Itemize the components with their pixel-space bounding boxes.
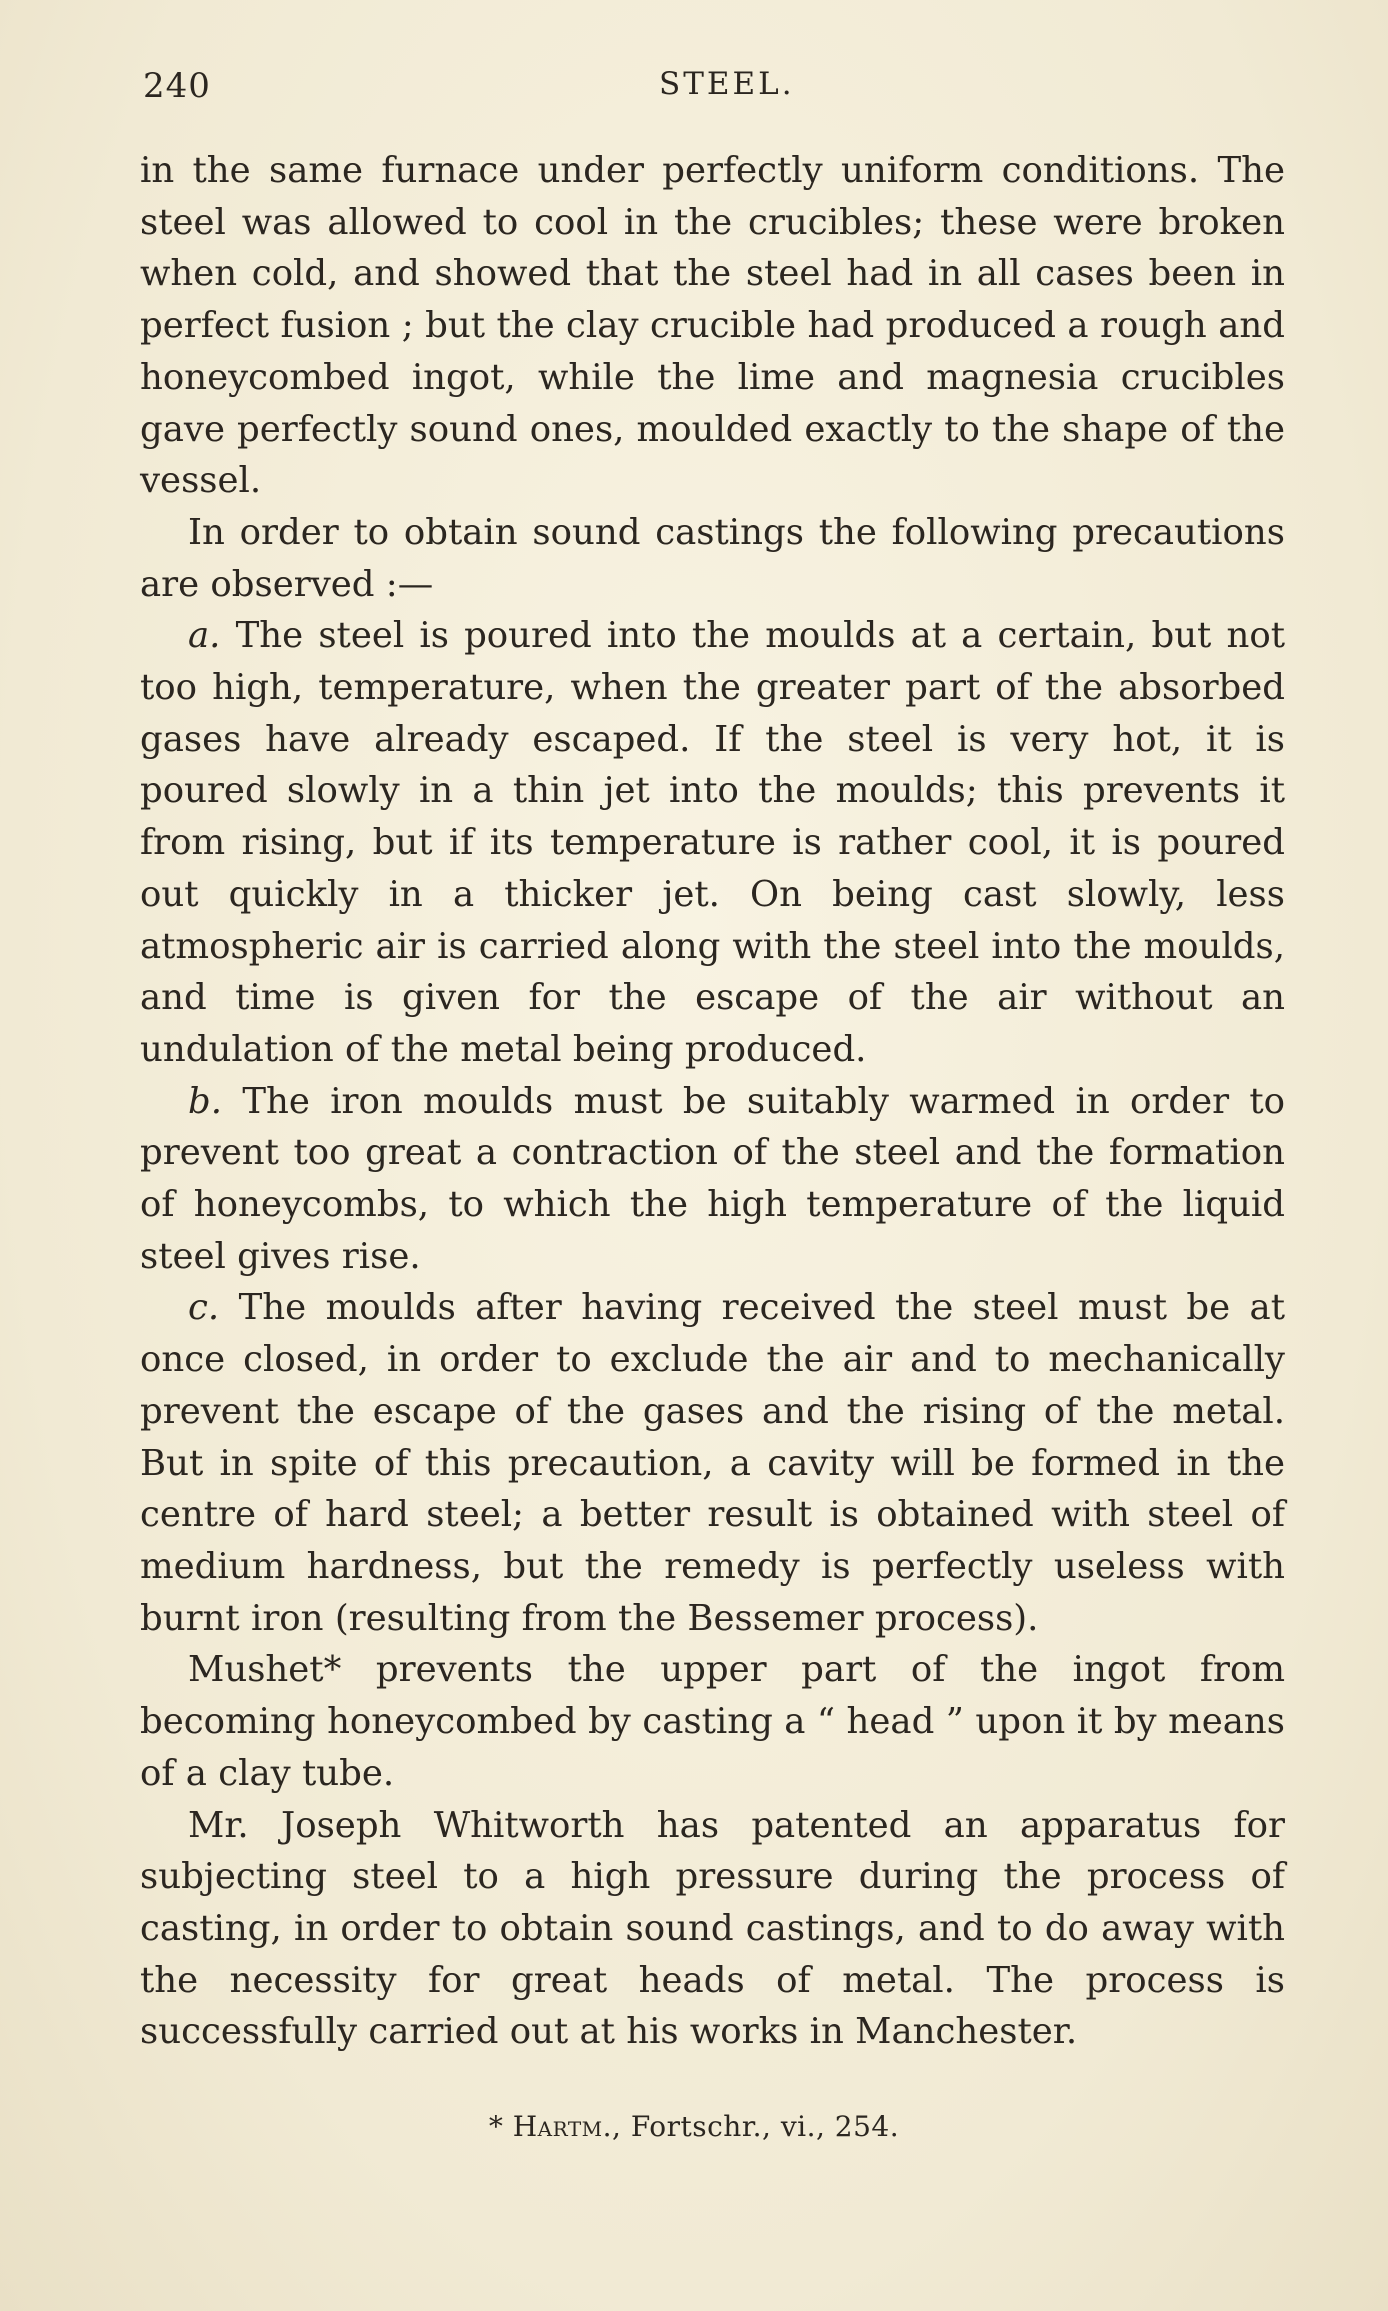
footnote-mark: *	[488, 2110, 513, 2143]
paragraph-text: in the same furnace under perfectly uniform conditions. The steel was allowed to cool in the crucibles; these were broken when cold, and showed that the steel had in all cases been in perfect fusion ; but the clay crucible had produced a rough and honeycombed ingot, while the lime and magnesia crucibles gave perfectly sound ones, moulded exactly to the shape of the vessel.	[140, 150, 1285, 502]
footnote-author: Hartm.	[512, 2110, 613, 2143]
list-marker: a.	[188, 615, 221, 657]
body-text	[140, 145, 1285, 2058]
paragraph-text: The moulds after having received the steel must be at once closed, in order to exclude the air and to mechanically prevent the escape of the gases and the rising of the metal. But in spite of this precaution, a cavity will be formed in the centre of hard steel; a better result is obtained with steel of medium hardness, but the remedy is perfectly useless with burnt iron (resulting from the Bessemer process).	[140, 1287, 1285, 1639]
list-marker: b.	[188, 1080, 223, 1122]
paragraph-precaution-b	[140, 1076, 1285, 1283]
paragraph-precaution-a	[140, 610, 1285, 1075]
page-header	[143, 66, 1280, 116]
list-marker: c.	[188, 1287, 220, 1329]
paragraph-text: The iron moulds must be suitably warmed in order to prevent too great a contraction of the steel and the formation of honeycombs, to which the high temperature of the liquid steel gives rise.	[140, 1080, 1285, 1277]
paragraph-precautions-intro	[140, 507, 1285, 610]
paragraph-precaution-c	[140, 1282, 1285, 1644]
page-number: 240	[143, 66, 211, 106]
paragraph-text: Mushet* prevents the upper part of the ingot from becoming honeycombed by casting a “ head ” upon it by means of a clay tube.	[140, 1649, 1285, 1794]
paragraph-text: In order to obtain sound castings the following precautions are observed :—	[140, 511, 1285, 605]
paragraph-continuation	[140, 145, 1285, 507]
paragraph-mushet	[140, 1644, 1285, 1799]
paragraph-text: The steel is poured into the moulds at a certain, but not too high, temperature, when the greater part of the absorbed gases have already escaped. If the steel is very hot, it is poured slowly in a thin jet into the moulds; this prevents it from rising, but if its temperature is rather cool, it is poured out quickly in a thicker jet. On being cast slowly, less atmospheric air is carried along with the steel into the moulds, and time is given for the escape of the air without an undulation of the metal being produced.	[140, 615, 1285, 1070]
footnote-citation: , Fortschr., vi., 254.	[612, 2110, 900, 2143]
paragraph-text: Mr. Joseph Whitworth has patented an apparatus for subjecting steel to a high pressure during the process of casting, in order to obtain sound castings, and to do away with the necessity for great heads of metal. The process is successfully carried out at his works in Manchester.	[140, 1804, 1285, 2053]
running-head: STEEL.	[659, 66, 795, 102]
paragraph-whitworth	[140, 1800, 1285, 2059]
footnote	[0, 2110, 1388, 2143]
